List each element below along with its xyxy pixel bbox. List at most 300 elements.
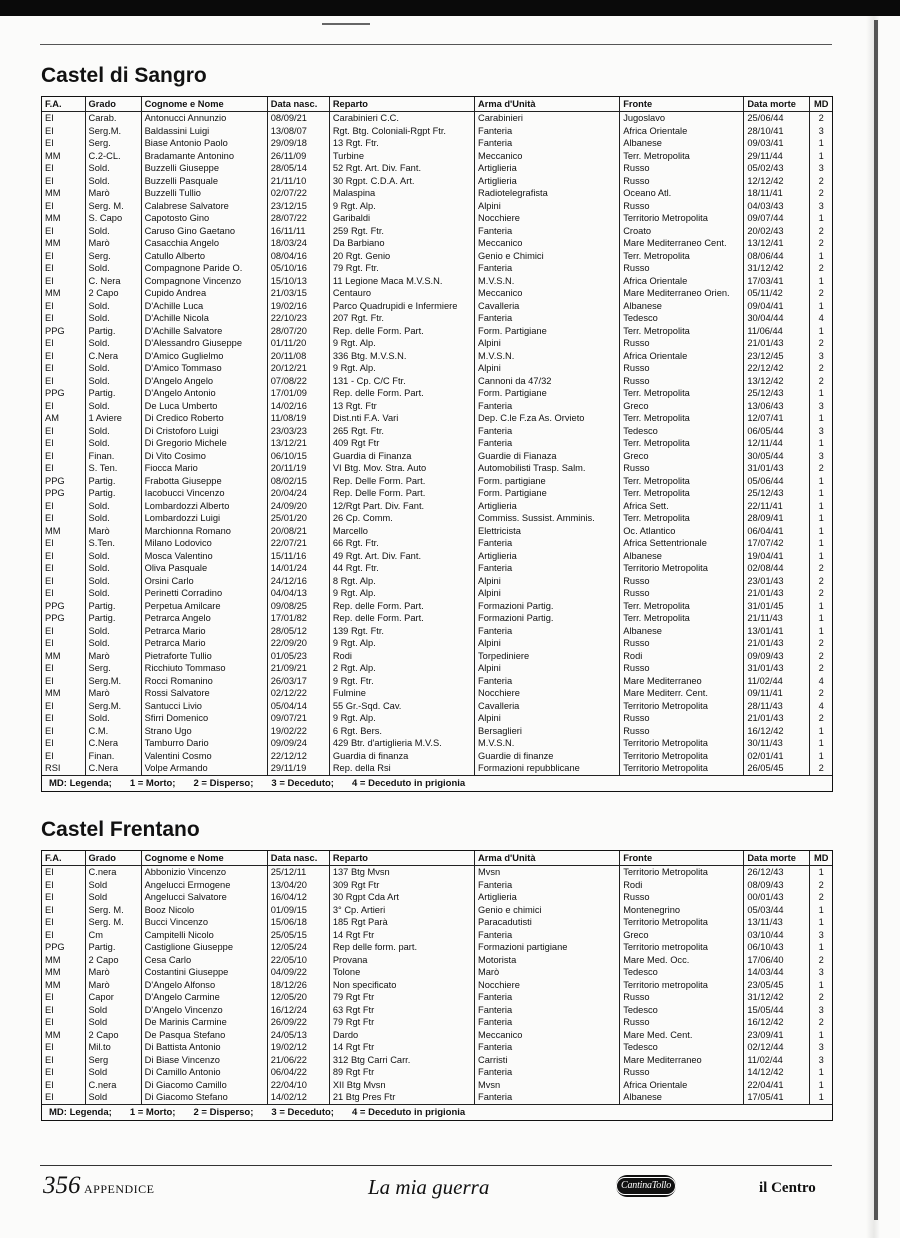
table-cell: 1 [810,387,832,400]
column-header: Reparto [329,97,474,112]
table-cell: 409 Rgt Ftr [329,437,474,450]
table-cell: 1 [810,1066,832,1079]
table-cell: 336 Btg. M.V.S.N. [329,350,474,363]
table-cell: 1 [810,916,832,929]
table-cell: EI [45,513,54,523]
table-cell: Calabrese Salvatore [141,200,267,213]
table-cell: 14/01/24 [267,562,329,575]
table-cell: Alpini [475,637,620,650]
table-cell: EI [45,275,54,286]
table-cell: Di Battista Antonio [141,1041,267,1054]
table-cell: 09/03/41 [744,137,810,150]
table-cell: Terr. Metropolita [620,512,744,525]
table-row [42,137,832,150]
table-cell: 139 Rgt. Ftr. [329,625,474,638]
table-cell: 22/04/41 [744,1079,810,1092]
table-cell: Mosca Valentino [141,550,267,563]
table-cell: Campitelli Nicolo [141,929,267,942]
table-cell: Russo [620,725,744,738]
table-cell: MM [45,967,61,977]
top-mark [322,23,370,25]
table-cell: 79 Rgt Ftr [329,991,474,1004]
table-cell: Marò [85,650,141,663]
table-cell: 01/11/20 [267,337,329,350]
table-row [42,612,832,625]
table-cell: Finan. [85,450,141,463]
table-cell: 185 Rgt Parà [329,916,474,929]
table-row [42,600,832,613]
table-cell: 20 Rgt. Genio [329,250,474,263]
table-cell: D'Amico Guglielmo [141,350,267,363]
column-header: Data nasc. [267,97,329,112]
table-cell: Fanteria [475,625,620,638]
table-cell: C.Nera [85,762,141,775]
table-cell: Marò [85,966,141,979]
table-cell: Terr. Metropolita [620,412,744,425]
table-cell: Montenegrino [620,904,744,917]
table-cell: EI [45,425,54,436]
table-cell: D'Angelo Alfonso [141,979,267,992]
table-cell: 11/06/44 [744,325,810,338]
table-cell: Nocchiere [475,687,620,700]
table-cell: EI [45,904,54,915]
table-cell: Carab. [85,112,141,125]
table-cell: 00/01/43 [744,891,810,904]
table-row [42,879,832,892]
table-cell: 2 Rgt. Alp. [329,662,474,675]
table-cell: 30/05/44 [744,450,810,463]
table-cell: 9 Rgt. Alp. [329,712,474,725]
table-cell: 52 Rgt. Art. Div. Fant. [329,162,474,175]
table-cell: 13/08/07 [267,125,329,138]
table-cell: 08/09/43 [744,879,810,892]
table-cell: 05/06/44 [744,475,810,488]
table-cell: 25/12/11 [267,866,329,879]
table-cell: Territorio Metropolita [620,866,744,879]
column-header: MD [810,97,832,112]
table-cell: Rossi Salvatore [141,687,267,700]
table-cell: Cavalleria [475,700,620,713]
table-cell: Buzzelli Giuseppe [141,162,267,175]
table-cell: 1 [810,437,832,450]
table-cell: Territorio Metropolita [620,762,744,775]
table-cell: Albanese [620,625,744,638]
table-cell: 09/04/41 [744,300,810,313]
table-cell: 25/12/43 [744,387,810,400]
table-cell: 3 [810,929,832,942]
table-body [42,866,832,1104]
table-cell: 20/04/24 [267,487,329,500]
table-row [42,537,832,550]
page-binding-edge [866,16,900,1238]
table-cell: 2 [810,175,832,188]
table-cell: Russo [620,200,744,213]
column-header: Cognome e Nome [141,851,267,866]
table-cell: 21/11/43 [744,612,810,625]
table-cell: 17/03/41 [744,275,810,288]
table-cell: Partig. [85,387,141,400]
table-cell: 23/12/15 [267,200,329,213]
table-row [42,725,832,738]
table-row [42,675,832,688]
table-cell: 24/05/13 [267,1029,329,1042]
table-row [42,650,832,663]
table-cell: 13/04/20 [267,879,329,892]
table-cell: Nocchiere [475,212,620,225]
table-row [42,637,832,650]
table-row [42,1091,832,1104]
table-cell: 02/12/44 [744,1041,810,1054]
table-cell: De Marinis Carmine [141,1016,267,1029]
table-cell: Buzzelli Pasquale [141,175,267,188]
table-cell: 29/11/19 [267,762,329,775]
table-cell: D'Angelo Carmine [141,991,267,1004]
table-cell: EI [45,350,54,361]
table-cell: De Luca Umberto [141,400,267,413]
table-cell: Serg.M. [85,700,141,713]
table-cell: EI [45,250,54,261]
table-cell: 2 [810,237,832,250]
table-cell: EI [45,892,54,902]
table-cell: 26 Cp. Comm. [329,512,474,525]
page-number: 356 [43,1172,81,1199]
table-cell: 1 [810,300,832,313]
column-header: MD [810,851,832,866]
table-cell: Sold [85,1004,141,1017]
table-cell: 18/03/24 [267,237,329,250]
table-cell: 44 Rgt. Ftr. [329,562,474,575]
table-cell: Rodi [620,879,744,892]
table-cell: 15/05/44 [744,1004,810,1017]
table-cell: Carabinieri C.C. [329,112,474,125]
table-cell: 2 Capo [85,954,141,967]
table-cell: 23/03/23 [267,425,329,438]
table-cell: Strano Ugo [141,725,267,738]
table-row [42,587,832,600]
table-cell: 8 Rgt. Alp. [329,575,474,588]
table-cell: 2 [810,662,832,675]
table-cell: 1 [810,941,832,954]
table-cell: 02/12/22 [267,687,329,700]
table-cell: Fulmine [329,687,474,700]
table-cell: AM [45,413,59,423]
table-cell: Cm [85,929,141,942]
table-cell: 06/04/22 [267,1066,329,1079]
table-cell: EI [45,1054,54,1065]
table-cell: 2 [810,337,832,350]
table-cell: 21/01/43 [744,587,810,600]
table-cell: Meccanico [475,287,620,300]
table-cell: 1 [810,725,832,738]
table-cell: 2 [810,762,832,775]
table-row [42,225,832,238]
table-cell: Oliva Pasquale [141,562,267,575]
table-cell: Greco [620,400,744,413]
legend-item: 2 = Disperso; [193,1106,254,1118]
table-cell: 2 [810,575,832,588]
table-cell: Rep. Delle Form. Part. [329,487,474,500]
table-cell: 23/12/45 [744,350,810,363]
table-cell: EI [45,263,54,273]
table-row [42,325,832,338]
table-cell: PPG [45,613,65,623]
table-cell: Milano Lodovico [141,537,267,550]
table-cell: Serg.M. [85,675,141,688]
table-cell: 2 [810,362,832,375]
table-cell: Petrarca Mario [141,625,267,638]
table-cell: Capor [85,991,141,1004]
table-cell: 9 Rgt. Ftr. [329,675,474,688]
table-cell: 14/12/42 [744,1066,810,1079]
table-cell: Africa Sett. [620,500,744,513]
table-cell: 9 Rgt. Alp. [329,200,474,213]
table-cell: 12/05/20 [267,991,329,1004]
table-cell: 1 [810,150,832,163]
table-cell: 06/10/15 [267,450,329,463]
table-cell: C.nera [85,1079,141,1092]
table-cell: Baldassini Luigi [141,125,267,138]
table-cell: Rep delle form. part. [329,941,474,954]
table-cell: 265 Rgt. Ftr. [329,425,474,438]
binding-shadow [874,20,878,1220]
table-cell: Fanteria [475,1016,620,1029]
table-cell: Sold [85,891,141,904]
table-cell: 17/01/09 [267,387,329,400]
table-cell: 1 [810,600,832,613]
table-cell: D'Angelo Antonio [141,387,267,400]
table-cell: 26/09/22 [267,1016,329,1029]
table-cell: Dist.nti F.A. Vari [329,412,474,425]
table-cell: Casacchia Angelo [141,237,267,250]
table-cell: 2 [810,587,832,600]
table-cell: D'Amico Tommaso [141,362,267,375]
table-cell: Mare Mediterraneo Cent. [620,237,744,250]
table-cell: Di Gregorio Michele [141,437,267,450]
table-cell: Sold. [85,312,141,325]
table-cell: EI [45,929,54,940]
table-cell: 28/05/14 [267,162,329,175]
table-cell: EI [45,1079,54,1090]
table-cell: Tedesco [620,1041,744,1054]
table-cell: Marò [85,687,141,700]
table-cell: Rep. delle Form. Part. [329,612,474,625]
table-cell: Partig. [85,941,141,954]
table-cell: Fanteria [475,991,620,1004]
table-cell: Greco [620,450,744,463]
table-cell: Fanteria [475,125,620,138]
table-cell: VI Btg. Mov. Stra. Auto [329,462,474,475]
table-cell: Partig. [85,487,141,500]
table-cell: Marò [85,979,141,992]
table-cell: 21/06/22 [267,1054,329,1067]
table-cell: EI [45,879,54,890]
table-cell: EI [45,713,54,723]
table-cell: Garibaldi [329,212,474,225]
table-cell: 26/03/17 [267,675,329,688]
column-header: Fronte [620,851,744,866]
table-cell: 312 Btg Carri Carr. [329,1054,474,1067]
table-cell: C.Nera [85,737,141,750]
table-cell: Pietraforte Tullio [141,650,267,663]
table-cell: 3 [810,125,832,138]
table-cell: 16/12/42 [744,725,810,738]
table-cell: EI [45,450,54,461]
table-cell: 1 [810,750,832,763]
table-cell: Russo [620,162,744,175]
table-cell: EI [45,225,54,236]
section-title-castel-frentano: Castel Frentano [41,818,200,841]
table-cell: 4 [810,675,832,688]
table-cell: Elettricista [475,525,620,538]
table-cell: 2 [810,954,832,967]
table-cell: 21/01/43 [744,712,810,725]
table-cell: Santucci Livio [141,700,267,713]
table-cell: 16/04/12 [267,891,329,904]
table-cell: Di Biase Vincenzo [141,1054,267,1067]
table-cell: Sold. [85,337,141,350]
table-row [42,250,832,263]
table-cell: Commiss. Sussist. Amminis. [475,512,620,525]
table-cell: Fanteria [475,929,620,942]
table-cell: 16/12/42 [744,1016,810,1029]
table-cell: Tedesco [620,425,744,438]
table-cell: Artiglieria [475,891,620,904]
table-cell: 17/01/82 [267,612,329,625]
table-cell: EI [45,538,54,548]
table-cell: 07/08/22 [267,375,329,388]
table-cell: 3 [810,162,832,175]
table-cell: Sold. [85,587,141,600]
table-cell: Angelucci Salvatore [141,891,267,904]
table-cell: 28/05/12 [267,625,329,638]
table-cell: 22/07/21 [267,537,329,550]
table-cell: 3 [810,400,832,413]
table-cell: Rep. Delle Form. Part. [329,475,474,488]
table-cell: 12/05/24 [267,941,329,954]
table-cell: Russo [620,891,744,904]
table-cell: 11/02/44 [744,1054,810,1067]
table-cell: 05/11/42 [744,287,810,300]
table-cell: PPG [45,388,65,398]
table-cell: Cesa Carlo [141,954,267,967]
legend-item: 3 = Deceduto; [271,1106,334,1118]
table-cell: Africa Settentrionale [620,537,744,550]
table-cell: 9 Rgt. Alp. [329,362,474,375]
column-header: F.A. [42,851,85,866]
table-cell: EI [45,725,54,736]
table-cell: 2 Capo [85,1029,141,1042]
table-cell: 3 [810,966,832,979]
table-cell: 05/04/14 [267,700,329,713]
table-cell: Sold. [85,175,141,188]
table-cell: Sold. [85,300,141,313]
table-cell: 9 Rgt. Alp. [329,637,474,650]
table-cell: EI [45,138,54,148]
table-row [42,500,832,513]
table-cell: MM [45,954,61,965]
table-cell: 4 [810,312,832,325]
table-cell: Antonucci Annunzio [141,112,267,125]
table-cell: S. Ten. [85,462,141,475]
table-cell: 14/02/12 [267,1091,329,1104]
table-cell: 137 Btg Mvsn [329,866,474,879]
table-cell: Russo [620,575,744,588]
column-header: Arma d'Unità [475,97,620,112]
table-cell: 3 [810,425,832,438]
table-row [42,375,832,388]
table-cell: Fanteria [475,1091,620,1104]
table-cell: 08/06/44 [744,250,810,263]
table-cell: Greco [620,929,744,942]
table-cell: 2 [810,187,832,200]
table-cell: Fanteria [475,312,620,325]
table-cell: 9 Rgt. Alp. [329,337,474,350]
table-cell: 06/05/44 [744,425,810,438]
table-cell: Sold. [85,375,141,388]
table-cell: Formazioni partigiane [475,941,620,954]
table-cell: Meccanico [475,150,620,163]
table-cell: 13 Rgt. Ftr [329,400,474,413]
table-cell: EI [45,200,54,211]
table-row [42,175,832,188]
table-cell: 21/01/43 [744,337,810,350]
table-cell: 4 [810,700,832,713]
table-cell: 04/04/13 [267,587,329,600]
table-row [42,1041,832,1054]
table-cell: 19/02/16 [267,300,329,313]
table-cell: Tolone [329,966,474,979]
table-cell: Formazioni Partig. [475,600,620,613]
table-cell: Formazioni repubblicane [475,762,620,775]
table-cell: 21/09/21 [267,662,329,675]
top-rule [40,44,832,45]
table-body [42,112,832,775]
table-cell: Terr. Metropolita [620,250,744,263]
table-cell: Mare Mediterraneo Orien. [620,287,744,300]
table-row [42,562,832,575]
table-cell: 26/05/45 [744,762,810,775]
table-cell: 12/12/42 [744,175,810,188]
table-cell: Serg [85,1054,141,1067]
table-cell: EI [45,867,54,877]
table-cell: 05/02/43 [744,162,810,175]
table-cell: 31/01/43 [744,662,810,675]
table-cell: 13/12/42 [744,375,810,388]
table-cell: Marchionna Romano [141,525,267,538]
table-cell: 15/11/16 [267,550,329,563]
table-cell: Biase Antonio Paolo [141,137,267,150]
table-row [42,462,832,475]
table-cell: Fanteria [475,437,620,450]
legend-item: 1 = Morto; [129,777,176,789]
legend-item: 4 = Deceduto in prigionia [351,777,466,789]
table-cell: 14 Rgt Ftr [329,929,474,942]
table-cell: PPG [45,475,65,486]
md-legend [42,775,832,791]
table-cell: 29/09/18 [267,137,329,150]
table-cell: Valentini Cosmo [141,750,267,763]
table-cell: Di Giacomo Camillo [141,1079,267,1092]
table-cell: Bersaglieri [475,725,620,738]
table-cell: Artiglieria [475,175,620,188]
table-cell: MM [45,213,61,223]
table-cell: 12/Rgt Part. Div. Fant. [329,500,474,513]
table-cell: Russo [620,462,744,475]
table-cell: EI [45,1004,54,1015]
table-cell: Terr. Metropolita [620,600,744,613]
table-row [42,929,832,942]
table-cell: Sold. [85,550,141,563]
